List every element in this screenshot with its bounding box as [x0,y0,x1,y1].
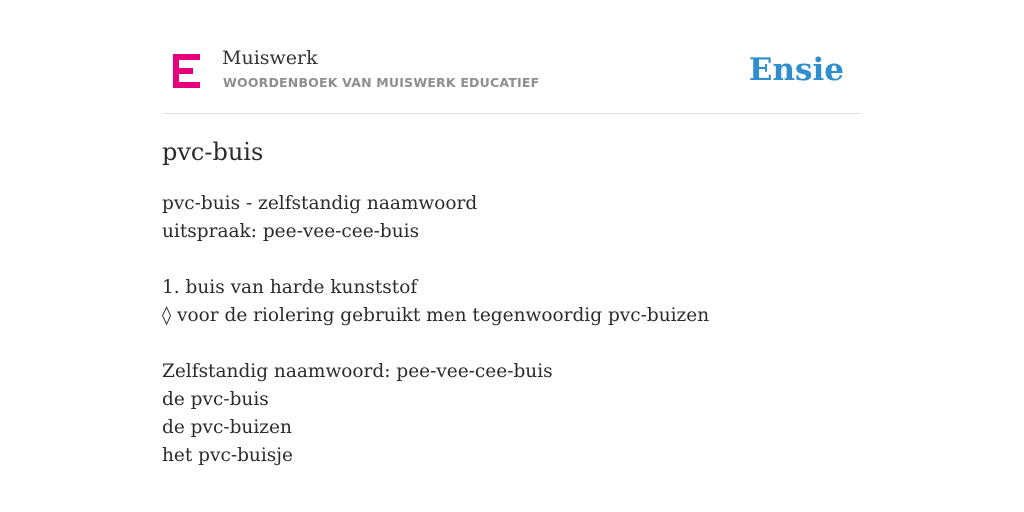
spacer [162,330,709,358]
site-header [162,0,862,114]
definition-line: 1. buis van harde kunststof [162,277,418,298]
example-line: ◊ voor de riolering gebruikt men tegenwoordig pvc-buizen [162,305,710,326]
part-of-speech-line: pvc-buis - zelfstandig naamwoord [162,193,478,214]
page [162,0,862,512]
brand-subtitle: WOORDENBOEK VAN MUISWERK EDUCATIEF [223,75,540,90]
logo-stem [173,54,179,88]
pronunciation-line: uitspraak: pee-vee-cee-buis [162,221,420,242]
entry-title: pvc-buis [162,138,264,166]
plural-form-line: de pvc-buizen [162,417,292,438]
spacer [162,246,709,274]
singular-form-line: de pvc-buis [162,389,269,410]
noun-header-line: Zelfstandig naamwoord: pee-vee-cee-buis [162,361,553,382]
muiswerk-logo-icon[interactable] [173,54,200,88]
diminutive-form-line: het pvc-buisje [162,445,293,466]
entry-body [162,190,709,470]
ensie-logo-link[interactable]: Ensie [748,52,844,88]
brand-name[interactable]: Muiswerk [222,47,318,69]
